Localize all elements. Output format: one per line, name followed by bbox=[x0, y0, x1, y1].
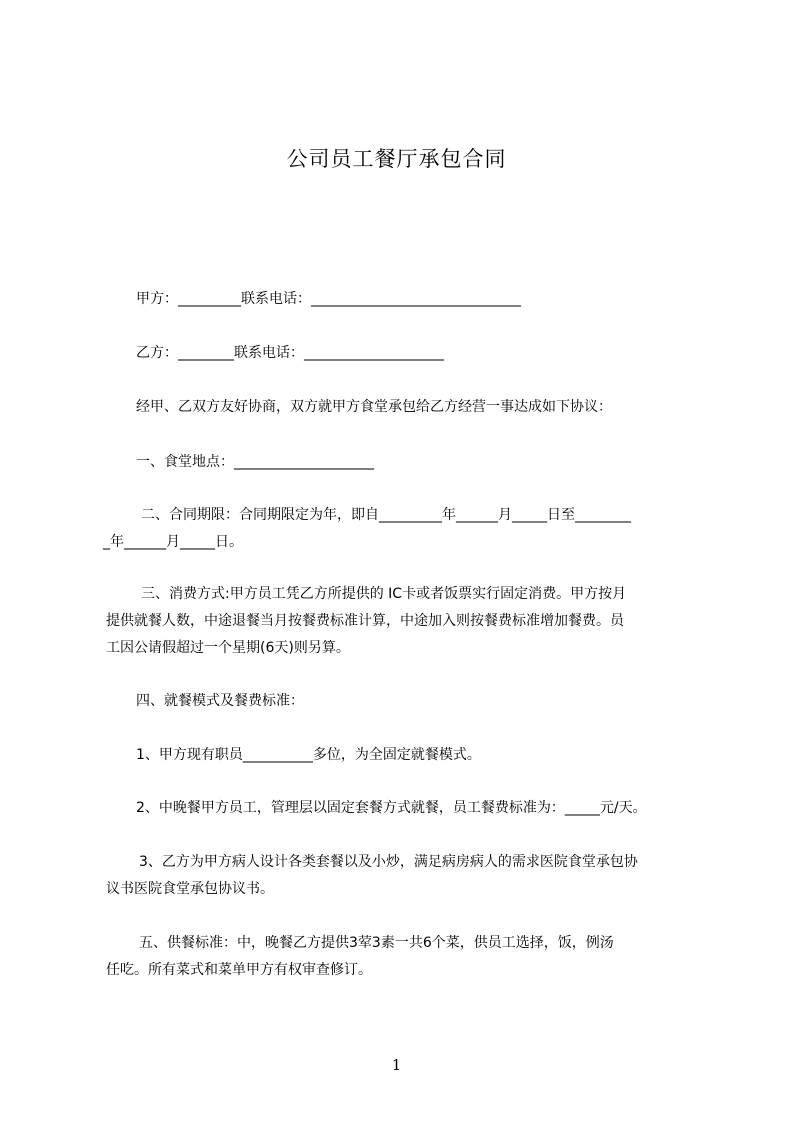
party-a-line: 甲方：_________联系电话：______________________________ bbox=[136, 291, 521, 307]
preamble-line: 经甲、乙双方友好协商，双方就甲方食堂承包给乙方经营一事达成如下协议： bbox=[136, 399, 612, 415]
section-4-item-3-line-1: 3、乙方为甲方病人设计各类套餐以及小炒，满足病房病人的需求医院食堂承包协 bbox=[139, 854, 638, 870]
section-5-meal-standard-line-2: 任吃。所有菜式和菜单甲方有权审查修订。 bbox=[106, 962, 372, 978]
section-1-location: 一、食堂地点：____________________ bbox=[136, 454, 374, 470]
section-3-consumption-line-3: 工因公请假超过一个星期(6天)则另算。 bbox=[106, 640, 350, 656]
section-4-item-2: 2、中晚餐甲方员工，管理层以固定套餐方式就餐，员工餐费标准为：_____元/天。 bbox=[136, 800, 647, 816]
section-5-meal-standard-line-1: 五、供餐标准：中，晚餐乙方提供3荤3素一共6个菜，供员工选择，饭，例汤 bbox=[139, 935, 614, 951]
section-2-term-line-2: _年______月_____日。 bbox=[103, 534, 243, 550]
section-4-heading: 四、就餐模式及餐费标准： bbox=[136, 693, 304, 709]
section-3-consumption-line-1: 三、消费方式:甲方员工凭乙方所提供的 IC卡或者饭票实行固定消费。甲方按月 bbox=[141, 586, 627, 602]
section-3-consumption-line-2: 提供就餐人数，中途退餐当月按餐费标准计算，中途加入则按餐费标准增加餐费。员 bbox=[106, 613, 624, 629]
party-b-line: 乙方：________联系电话：____________________ bbox=[136, 345, 444, 361]
section-4-item-3-line-2: 议书医院食堂承包协议书。 bbox=[106, 881, 274, 897]
page-number: 1 bbox=[391, 1056, 402, 1074]
section-4-item-1: 1、甲方现有职员__________多位，为全固定就餐模式。 bbox=[136, 747, 481, 763]
section-2-term-line-1: 二、合同期限：合同期限定为年，即自_________年______月_____日至________ bbox=[141, 507, 631, 523]
page-title: 公司员工餐厅承包合同 bbox=[286, 147, 507, 171]
